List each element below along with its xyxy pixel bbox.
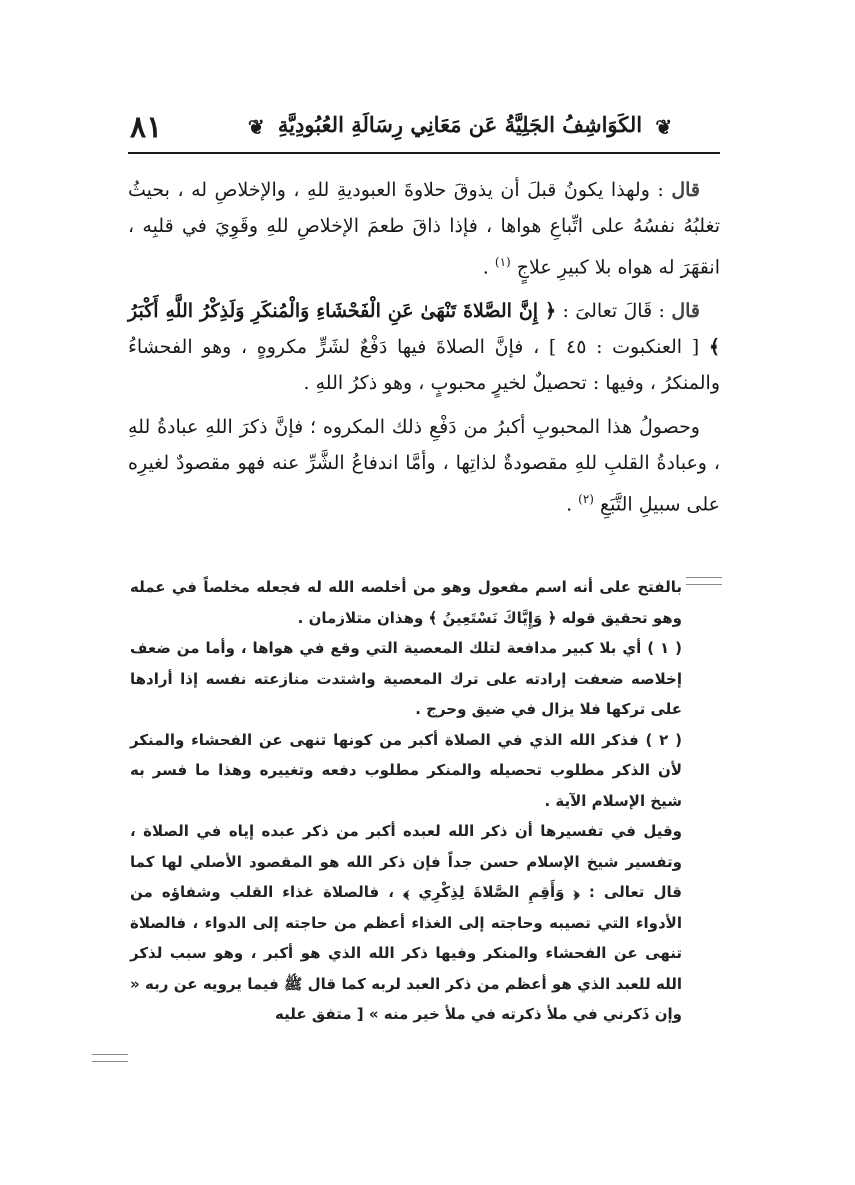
paragraph-1-end: . — [482, 256, 489, 279]
footnote-continuation-marker — [92, 1054, 128, 1062]
footnote-2-text: فذكر الله الذي في الصلاة أكبر من كونها تنهى عن الفحشاء والمنكر لأن الذكر مطلوب تحصيله والمنكر مطلوب دفعه وتغييره وهذا ما فسر به شيخ الإسلام الآية . — [130, 730, 682, 810]
paragraph-3-text: وحصولُ هذا المحبوبِ أكبرُ من دَفْعِ ذلك المكروه ؛ فإنَّ ذكرَ اللهِ عبادةُ للهِ ، وعبادةُ القلبِ للهِ مقصودةٌ لذاتِها ، وأمَّا اندفاعُ الشَّرِّ عنه فهو مقصودٌ لغيرِه على سبيلِ التَّبَعِ — [128, 416, 720, 516]
main-text — [128, 172, 720, 531]
qal-label: قال — [671, 179, 701, 201]
paragraph-2-text: [ العنكبوت : ٤٥ ] ، فإنَّ الصلاةَ فيها دَفْعٌ لشَرٍّ مكروهٍ ، وهو الفحشاءُ والمنكرُ ، وفيها : تحصيلٌ لخيرٍ محبوبٍ ، وهو ذكرُ اللهِ . — [128, 336, 720, 395]
page-header — [130, 108, 720, 152]
paragraph-2-lead: : قَالَ تعالىَ : — [562, 300, 665, 323]
page-number: ٨١ — [130, 110, 163, 145]
running-title-container — [200, 112, 720, 139]
footnote-2-continued: وقيل في تفسيرها أن ذكر الله لعبده أكبر من ذكر عبده إياه في الصلاة ، وتفسير شيخ الإسلام حسن جداً فإن ذكر الله هو المقصود الأصلي لها كما قال تعالى : ﴿ وَأَقِمِ الصَّلاةَ لِذِكْرِي ﴾ ، فالصلاة غذاء القلب وشفاؤه من الأدواء التي تصيبه وحاجته إلى الغذاء أعظم من حاجته إلى الدواء ، فالصلاة تنهى عن الفحشاء والمنكر وفيها ذكر الله الذي هو أكبر ، وهو سبب لذكر الله للعبد الذي هو أعظم من ذكر العبد لربه كما قال ﷺ فيما يرويه عن ربه « وإن ذَكرني في ملأ ذكرته في ملأ خير منه » [ متفق عليه — [130, 822, 682, 1023]
ornament-left-icon: ❦ — [247, 114, 265, 139]
footnote-1 — [130, 633, 682, 725]
header-rule — [128, 152, 720, 154]
footnote-ref-2[interactable]: (٢) — [578, 492, 594, 507]
footnote-1-text: أي بلا كبير مدافعة لتلك المعصية التي وقع في هواها ، وأما من ضعف إخلاصه ضعفت إرادته على ترك المعصية واشتدت منازعته نفسه إذا أرادها على تركها فلا يزال في ضيق وحرج . — [130, 639, 682, 718]
paragraph-2 — [128, 293, 720, 401]
footnote-ref-1[interactable]: (١) — [494, 255, 511, 269]
footnotes — [130, 572, 682, 1030]
paragraph-3-end: . — [566, 493, 573, 516]
quran-verse: ﴿ إِنَّ الصَّلاةَ تَنْهَىٰ عَنِ الْفَحْشَاءِ وَالْمُنكَرِ وَلَذِكْرُ اللَّهِ أَكْبَرُ ﴾ — [128, 300, 720, 359]
running-title: الكَوَاشِفُ الجَلِيَّةُ عَن مَعَانِي رِسَالَةِ العُبُودِيَّةِ — [277, 112, 643, 137]
footnote-separator — [686, 577, 722, 585]
footnote-2-number: ( ٢ ) — [645, 730, 682, 749]
footnote-1-number: ( ١ ) — [647, 639, 683, 657]
footnote-continued: بالفتح على أنه اسم مفعول وهو من أخلصه الله له فجعله مخلصاً في عمله وهو تحقيق قوله ﴿ وَإِيَّاكَ نَسْتَعِينُ ﴾ وهذان متلازمان . — [130, 578, 682, 627]
ornament-right-icon: ❦ — [655, 114, 673, 139]
footnote-2 — [130, 725, 682, 817]
qal-label: قال — [671, 300, 701, 323]
paragraph-3 — [128, 409, 720, 522]
paragraph-1-text: : ولهذا يكونُ قبلَ أن يذوقَ حلاوةَ العبوديةِ للهِ ، والإخلاصِ له ، بحيثُ تغلبُهُ نفسُهُ على اتِّباعِ هواها ، فإذا ذاقَ طعمَ الإخلاصِ للهِ وقَوِيَ في قلبِه ، انقهَرَ له هواه بلا كبيرِ علاجٍ — [128, 179, 720, 279]
paragraph-1 — [128, 172, 720, 285]
